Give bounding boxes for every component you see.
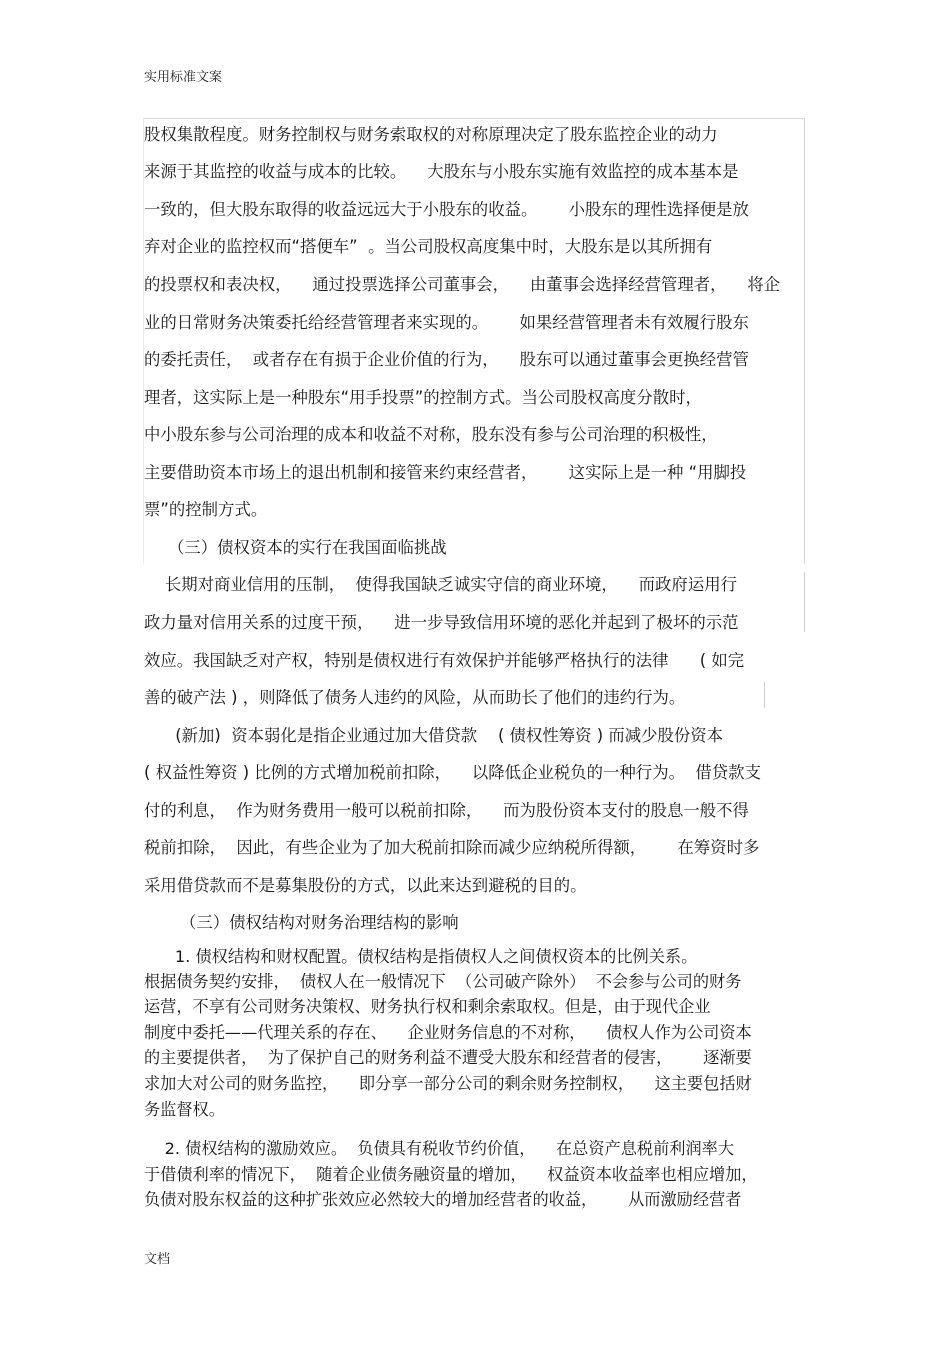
text-line: 求加大对公司的财务监控， 即分享一部分公司的剩余财务控制权， 这主要包括财 (144, 1074, 752, 1093)
text-line: 负债对股东权益的这种扩张效应必然较大的增加经营者的收益， 从而激励经营者 (144, 1190, 742, 1209)
text-line: 根据债务契约安排， 债权人在一般情况下 （公司破产除外） 不会参与公司的财务 (144, 972, 742, 991)
text-line: 政力量对信用关系的过度干预， 进一步导致信用环境的恶化并起到了极坏的示范 (144, 613, 739, 632)
text-line: 中小股东参与公司治理的成本和收益不对称，股东没有参与公司治理的积极性， (144, 425, 718, 444)
text-frame (143, 118, 805, 564)
text-line: 务监督权。 (144, 1100, 225, 1119)
text-line: (新加) 资本弱化是指企业通过加大借贷款 ( 债权性筹资 ) 而减少股份资本 (144, 726, 724, 745)
text-line: 善的破产法 ) ，则降低了债务人违约的风险，从而助长了他们的违约行为。 (144, 688, 686, 707)
section-heading: （三）债权资本的实行在我国面临挑战 (168, 538, 447, 557)
text-line: 税前扣除， 因此，有些企业为了加大税前扣除而减少应纳税所得额， 在筹资时多 (144, 838, 760, 857)
text-line: 的委托责任， 或者存在有损于企业价值的行为， 股东可以通过董事会更换经营管 (144, 350, 749, 369)
text-line: 效应。我国缺乏对产权，特别是债权进行有效保护并能够严格执行的法律 ( 如完 (144, 651, 745, 670)
text-line: 2. 债权结构的激励效应。 负债具有税收节约价值， 在总资产息税前利润率大 (144, 1139, 735, 1158)
text-line: 1. 债权结构和财权配置。债权结构是指债权人之间债权资本的比例关系。 (144, 947, 698, 966)
text-line: 弃对企业的监控权而“搭便车” 。当公司股权高度集中时，大股东是以其所拥有 (144, 237, 713, 256)
text-line: 付的利息， 作为财务费用一般可以税前扣除， 而为股份资本支付的股息一般不得 (144, 801, 749, 820)
text-line: 一致的，但大股东取得的收益远远大于小股东的收益。 小股东的理性选择便是放 (144, 200, 749, 219)
text-line: 制度中委托——代理关系的存在、 企业财务信息的不对称， 债权人作为公司资本 (144, 1023, 752, 1042)
text-line: 票”的控制方式。 (144, 500, 268, 519)
section-heading: （三）债权结构对财务治理结构的影响 (180, 913, 459, 932)
text-line: 的主要提供者， 为了保护自己的财务利益不遭受大股东和经营者的侵害， 逐渐要 (144, 1048, 752, 1067)
text-line: 业的日常财务决策委托给经营管理者来实现的。 如果经营管理者未有效履行股东 (144, 313, 749, 332)
text-line: 主要借助资本市场上的退出机制和接管来约束经营者， 这实际上是一种 “用脚投 (144, 463, 747, 482)
text-line: 理者，这实际上是一种股东“用手投票”的控制方式。当公司股权高度分散时， (144, 388, 702, 407)
page-header: 实用标准文案 (144, 70, 223, 85)
text-line: 股权集散程度。财务控制权与财务索取权的对称原理决定了股东监控企业的动力 (144, 125, 718, 144)
text-line: 长期对商业信用的压制， 使得我国缺乏诚实守信的商业环境， 而政府运用行 (144, 575, 737, 594)
page-footer: 文档 (144, 1252, 171, 1267)
text-line: 于借债利率的情况下， 随着企业债务融资量的增加， 权益资本收益率也相应增加， (144, 1165, 758, 1184)
text-line: 运营，不享有公司财务决策权、财务执行权和剩余索取权。但是，由于现代企业 (144, 997, 711, 1016)
text-line: 的投票权和表决权， 通过投票选择公司董事会， 由董事会选择经营管理者， 将企 (144, 275, 781, 294)
text-line: ( 权益性筹资 ) 比例的方式增加税前扣除， 以降低企业税负的一种行为。 借贷款支 (144, 763, 761, 782)
text-line: 采用借贷款而不是募集股份的方式，以此来达到避税的目的。 (144, 876, 587, 895)
text-line: 来源于其监控的收益与成本的比较。 大股东与小股东实施有效监控的成本基本是 (144, 162, 739, 181)
